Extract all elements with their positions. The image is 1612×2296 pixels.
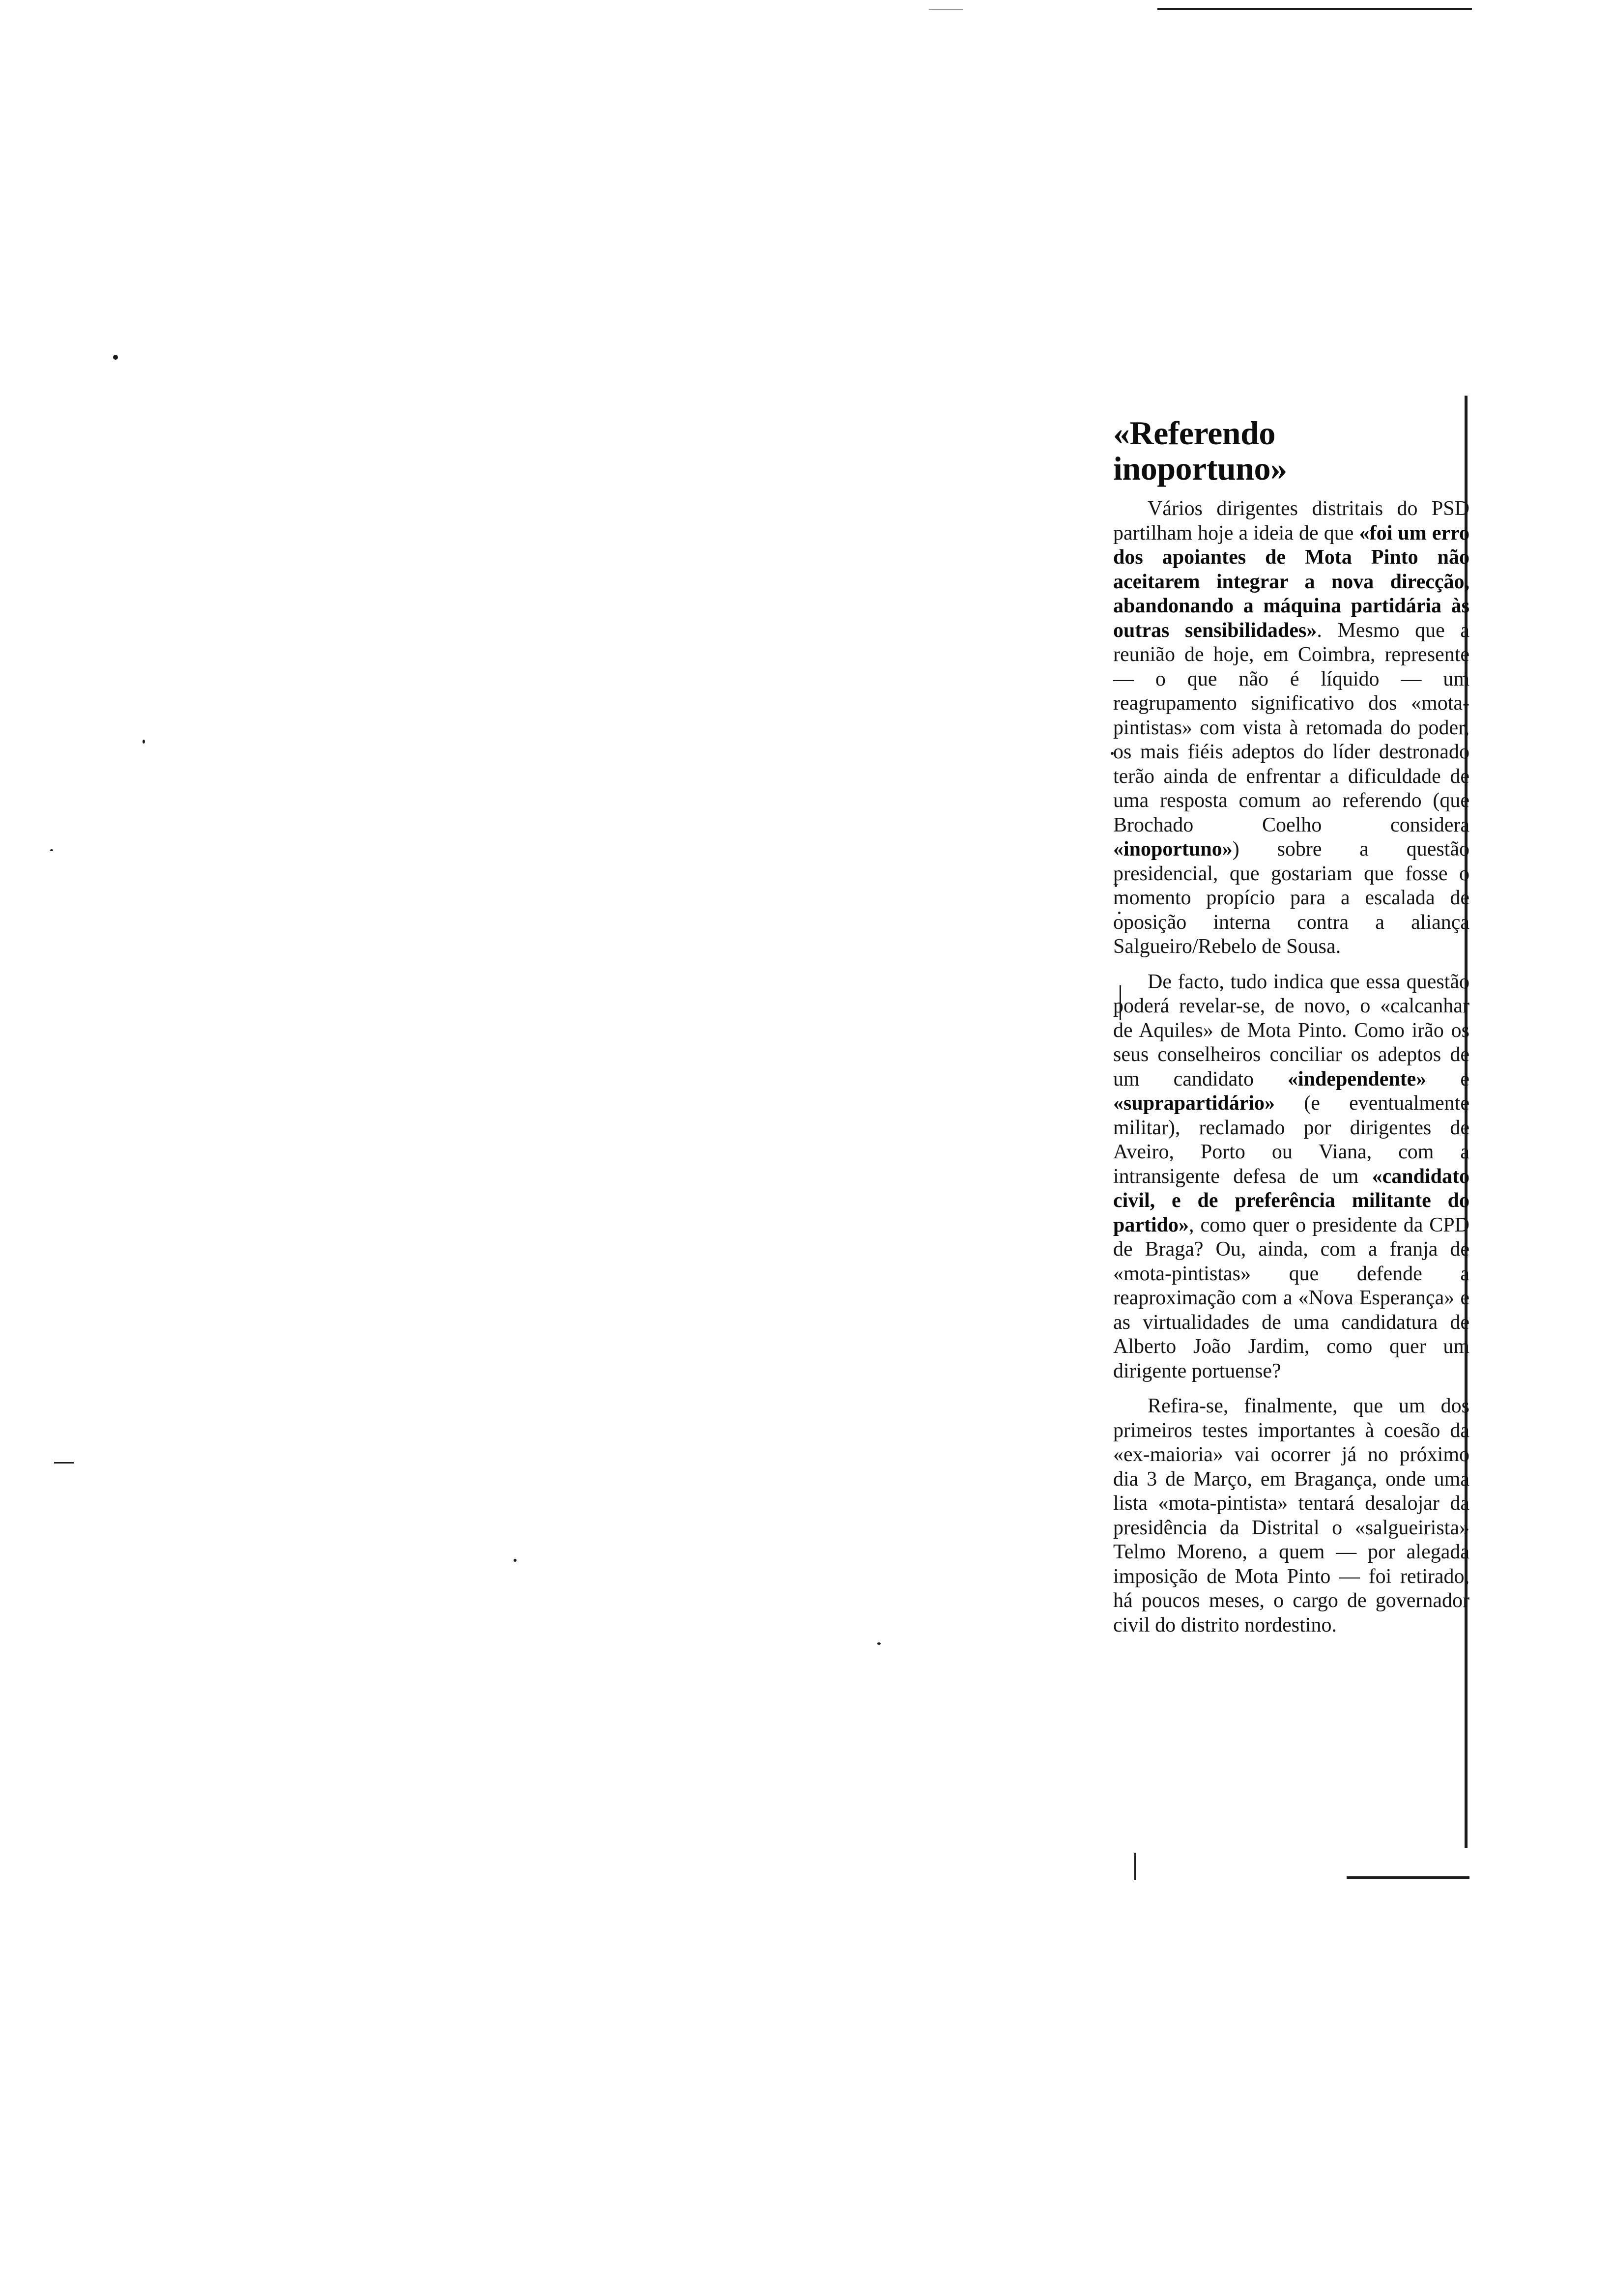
- left-margin-rule-bottom: [1134, 1853, 1136, 1880]
- dust-speck: [143, 740, 145, 744]
- article-paragraph-1: [1113, 497, 1469, 959]
- top-edge-rule: [1157, 8, 1472, 10]
- text-run: . Mesmo que a reunião de hoje, em Coimbra, represente — o que não é líquido — um reagrupamento significativo dos «mota-pintistas» com vista à retomada do poder, os mais fiéis adeptos do líder destronado terão ainda de enfrentar a dificuldade de uma resposta comum ao referendo (que Brochado Coelho considera: [1113, 619, 1469, 836]
- bold-text-run: «foi um erro dos apoiantes de Mota Pinto não aceitarem integrar a nova direcção, abandonando a máquina partidária às outras sensibilidades»: [1113, 521, 1469, 642]
- text-run: e: [1426, 1067, 1469, 1091]
- article-paragraph-2: [1113, 970, 1469, 1384]
- dust-speck: [50, 849, 53, 851]
- top-edge-mark: [929, 9, 963, 10]
- article-paragraph-3: [1113, 1394, 1469, 1637]
- text-run: ) sobre a questão presidencial, que gostariam que fosse o momento propício para a escalada de oposição interna contra a aliança Salgueiro/Rebelo de Sousa.: [1113, 838, 1469, 958]
- headline-line-2: inoportuno»: [1113, 450, 1287, 487]
- bold-text-run: «suprapartidário»: [1113, 1092, 1275, 1115]
- dust-speck: [113, 355, 118, 360]
- dust-speck: [514, 1559, 517, 1562]
- dust-speck: [877, 1642, 881, 1645]
- text-run: Vários dirigentes distritais do PSD partilham hoje a ideia de que: [1113, 497, 1469, 545]
- bold-text-run: «independente»: [1287, 1067, 1427, 1091]
- bold-text-run: «inoportuno»: [1113, 838, 1233, 861]
- article-column: [1113, 415, 1469, 1637]
- margin-dash-mark: [54, 1462, 74, 1464]
- column-end-rule: [1347, 1876, 1469, 1879]
- text-run: (e eventualmente militar), reclamado por dirigentes de Aveiro, Porto ou Viana, com a intransigente defesa de um: [1113, 1092, 1469, 1188]
- article-headline: [1113, 415, 1469, 486]
- text-run: Refira-se, finalmente, que um dos primeiros testes importantes à coesão da «ex-maioria» vai ocorrer já no próximo dia 3 de Março, em Bragança, onde uma lista «mota-pintista» tentará desalojar da presidência da Distrital o «salgueirista» Telmo Moreno, a quem — por alegada imposição de Mota Pinto — foi retirado, há poucos meses, o cargo de governador civil do distrito nordestino.: [1113, 1395, 1469, 1636]
- text-run: , como quer o presidente da CPD de Braga? Ou, ainda, com a franja de «mota-pintistas» que defende a reaproximação com a «Nova Esperança» e as virtualidades de uma candidatura de Alberto João Jardim, como quer um dirigente portuense?: [1113, 1213, 1469, 1382]
- text-run: De facto, tudo indica que essa questão poderá revelar-se, de novo, o «calcanhar de Aquiles» de Mota Pinto. Como irão os seus conselheiros conciliar os adeptos de um candidato: [1113, 970, 1469, 1091]
- headline-line-1: «Referendo: [1113, 414, 1275, 452]
- bold-text-run: «candidato civil, e de preferência militante do partido»: [1113, 1165, 1469, 1236]
